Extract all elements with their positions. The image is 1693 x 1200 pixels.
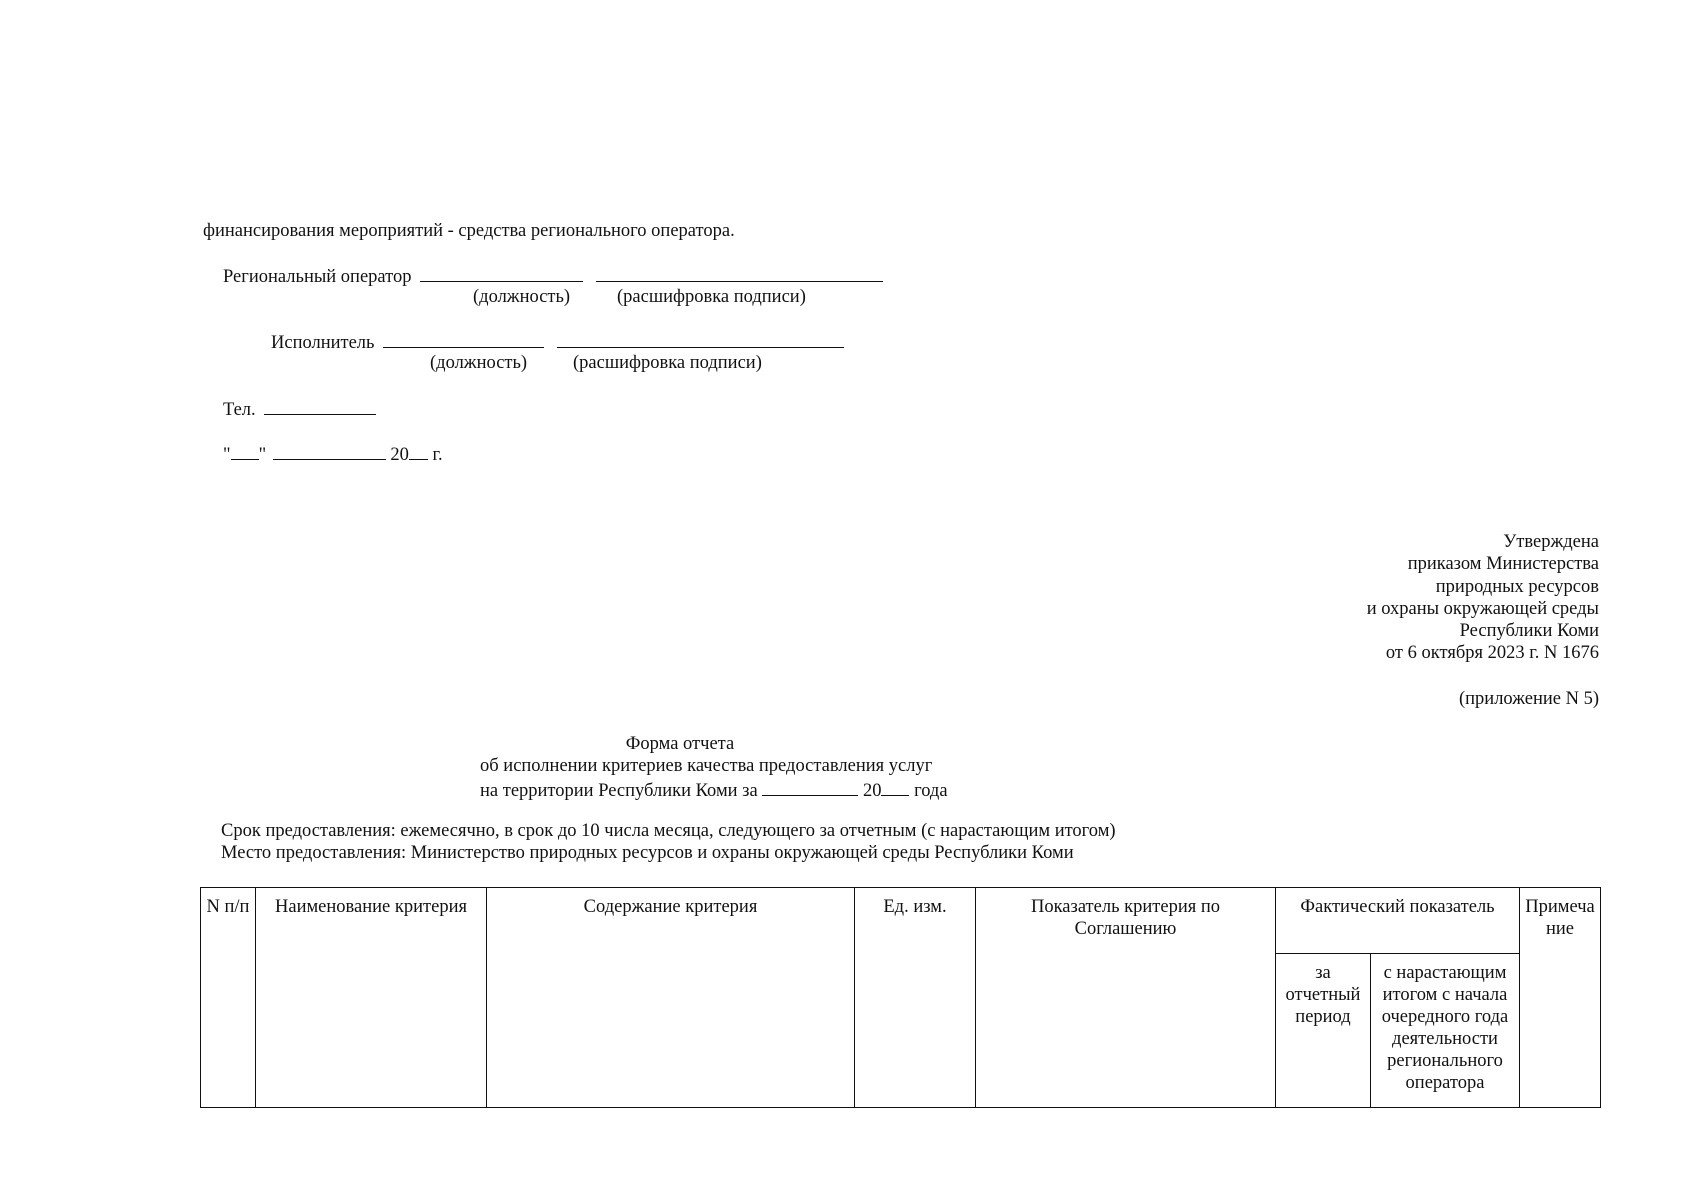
date-day-blank[interactable] (231, 442, 259, 460)
header-criterion-name: Наименование критерия (256, 888, 487, 1108)
executor-signature-caption: (расшифровка подписи) (573, 353, 762, 373)
submission-deadline: Срок предоставления: ежемесячно, в срок до 10 числа месяца, следующего за отчетным (с нарастающим итогом) (221, 821, 1116, 841)
header-unit: Ед. изм. (855, 888, 976, 1108)
regional-operator-line (223, 264, 883, 288)
date-line (223, 442, 443, 466)
form-title-line1: Форма отчета (625, 734, 735, 754)
form-title (480, 733, 948, 802)
executor-position-caption: (должность) (430, 353, 528, 373)
date-year-blank[interactable] (409, 442, 428, 460)
date-close-quote: " (258, 445, 267, 465)
executor-position-blank[interactable] (383, 330, 544, 348)
approval-block (1367, 531, 1599, 710)
regional-operator-position-caption: (должность) (473, 287, 571, 307)
regional-operator-label: Региональный оператор (223, 267, 412, 287)
header-actual-indicator: Фактический показатель (1276, 888, 1520, 954)
executor-signature-blank[interactable] (557, 330, 844, 348)
header-note: Примечание (1520, 888, 1601, 1108)
phone-line (223, 397, 376, 421)
regional-operator-signature-caption: (расшифровка подписи) (617, 287, 806, 307)
date-month-blank[interactable] (273, 442, 386, 460)
form-title-year-suffix: года (914, 780, 948, 801)
form-title-year-prefix: 20 (862, 780, 882, 801)
header-num: N п/п (201, 888, 256, 1108)
table-header-row (201, 888, 1601, 954)
header-criterion-content: Содержание критерия (487, 888, 855, 1108)
approval-line: Утверждена (1503, 532, 1599, 552)
header-actual-cumulative: с нарастающим итогом с начала очередного года деятельности регионального оператора (1371, 954, 1520, 1108)
form-title-line3 (480, 778, 948, 802)
header-agreement-indicator: Показатель критерия по Соглашению (976, 888, 1276, 1108)
executor-line (271, 330, 844, 354)
approval-line: Республики Коми (1459, 621, 1599, 642)
report-table (200, 887, 1601, 1108)
form-title-month-blank[interactable] (762, 778, 858, 796)
date-year-prefix: 20 (390, 445, 409, 465)
intro-text: финансирования мероприятий - средства регионального оператора. (203, 221, 735, 241)
submission-place: Место предоставления: Министерство природных ресурсов и охраны окружающей среды Республики Коми (221, 843, 1074, 863)
phone-blank[interactable] (264, 397, 376, 415)
approval-line: от 6 октября 2023 г. N 1676 (1385, 643, 1599, 664)
phone-label: Тел. (223, 400, 256, 420)
date-year-suffix: г. (432, 445, 443, 465)
form-title-period-label: на территории Республики Коми за (480, 780, 758, 801)
form-title-year-blank[interactable] (881, 778, 909, 796)
appendix-label: (приложение N 5) (1458, 688, 1599, 709)
form-title-line2: об исполнении критериев качества предоставления услуг (480, 756, 933, 777)
regional-operator-signature-blank[interactable] (596, 264, 883, 282)
header-actual-period: за отчетный период (1276, 954, 1371, 1108)
approval-line: природных ресурсов (1435, 576, 1599, 597)
approval-line: приказом Министерства (1407, 554, 1599, 575)
regional-operator-position-blank[interactable] (420, 264, 583, 282)
date-open-quote: " (223, 445, 231, 465)
executor-label: Исполнитель (271, 333, 375, 353)
approval-line: и охраны окружающей среды (1366, 598, 1599, 619)
